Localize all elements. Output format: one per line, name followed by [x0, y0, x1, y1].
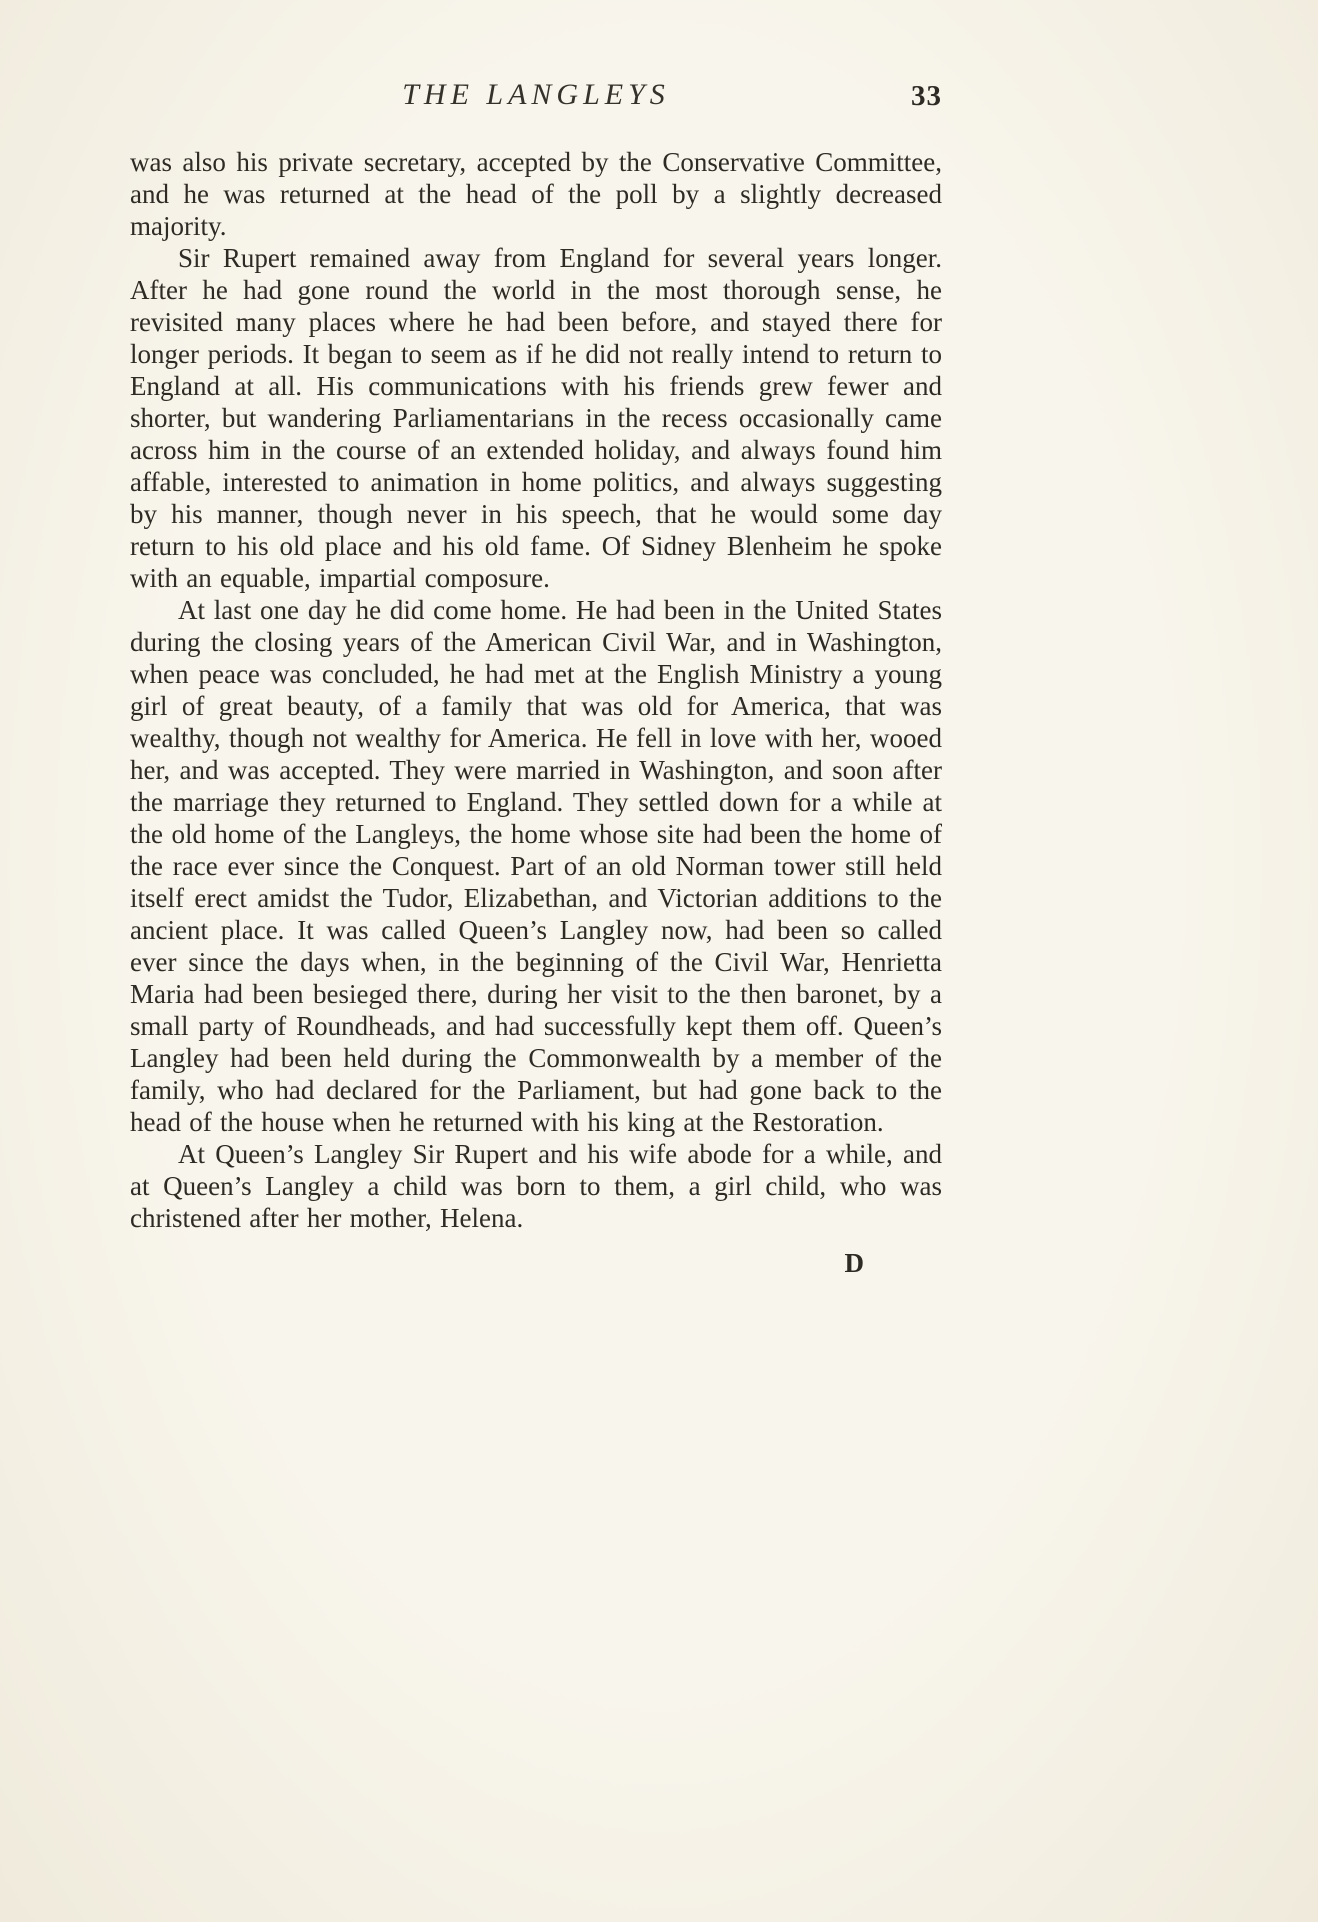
page-content: [130, 78, 942, 1279]
paragraph: At last one day he did come home. He had been in the United States during the closing years of the American Civil War, and in Washington, when peace was concluded, he had met at the English Ministry a young girl of great beauty, of a family that was old for America, that was wealthy, though not wealthy for America. He fell in love with her, wooed her, and was accepted. They were married in Washington, and soon after the marriage they returned to England. They settled down for a while at the old home of the Langleys, the home whose site had been the home of the race ever since the Conquest. Part of an old Norman tower still held itself erect amidst the Tudor, Elizabethan, and Victorian additions to the ancient place. It was called Queen’s Langley now, had been so called ever since the days when, in the beginning of the Civil War, Henrietta Maria had been besieged there, during her visit to the then baronet, by a small party of Roundheads, and had successfully kept them off. Queen’s Langley had been held during the Commonwealth by a member of the family, who had declared for the Parliament, but had gone back to the head of the house when he returned with his king at the Restoration.: [130, 595, 942, 1137]
paragraph: At Queen’s Langley Sir Rupert and his wife abode for a while, and at Queen’s Langley a child was born to them, a girl child, who was christened after her mother, Helena.: [130, 1139, 942, 1233]
page-header: [130, 78, 942, 124]
paragraph: Sir Rupert remained away from England for several years longer. After he had gone round the world in the most thorough sense, he revisited many places where he had been before, and stayed there for longer periods. It began to seem as if he did not really intend to return to England at all. His communications with his friends grew fewer and shorter, but wandering Parliamentarians in the recess occasionally came across him in the course of an extended holiday, and always found him affable, interested to animation in home politics, and always suggesting by his manner, though never in his speech, that he would some day return to his old place and his old fame. Of Sidney Blenheim he spoke with an equable, impartial composure.: [130, 243, 942, 593]
signature-mark: D: [844, 1248, 864, 1278]
paragraph: was also his private secretary, accepted by the Conservative Committee, and he was returned at the head of the poll by a slightly decreased majority.: [130, 147, 942, 241]
page-number: 33: [911, 80, 942, 112]
page-body: [130, 146, 942, 1234]
running-title: THE LANGLEYS: [402, 78, 670, 111]
